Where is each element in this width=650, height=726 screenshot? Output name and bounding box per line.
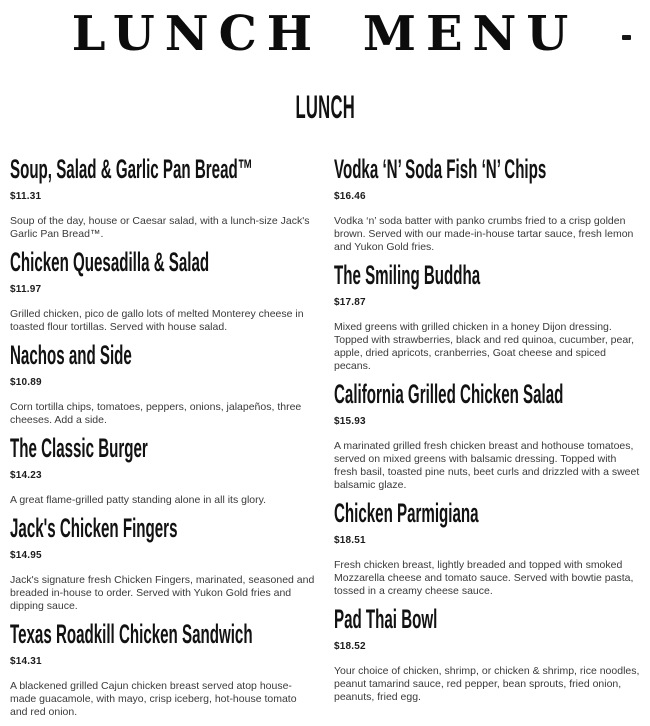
item-price: $15.93 (334, 416, 366, 427)
item-price: $18.51 (334, 535, 366, 546)
menu-item (334, 380, 640, 492)
item-name-text: Vodka ‘N’ Soda Fish ‘N’ Chips (334, 154, 547, 184)
item-name (10, 248, 316, 279)
menu-item (10, 248, 316, 334)
menu-item (10, 434, 316, 507)
item-description: Fresh chicken breast, lightly breaded and topped with smoked Mozzarella cheese and tomato sauce. Served with bowtie pasta, tossed in a creamy cheese sauce. (334, 559, 634, 597)
item-price: $11.31 (10, 191, 42, 202)
item-name (334, 261, 640, 292)
item-name (334, 605, 640, 636)
page-title: LUNCH MENU (71, 6, 579, 62)
item-name-text: Chicken Parmigiana (334, 498, 479, 528)
menu-item (334, 261, 640, 373)
item-name (10, 620, 316, 651)
column-left (10, 155, 316, 726)
item-name-text: The Classic Burger (10, 433, 148, 463)
menu-item (10, 155, 316, 241)
item-description: Your choice of chicken, shrimp, or chicken & shrimp, rice noodles, peanut tamarind sauce, red pepper, bean sprouts, fried onion, peanuts, fried egg. (334, 665, 640, 703)
section-heading (0, 89, 650, 129)
menu-item (10, 514, 316, 613)
menu-item (334, 155, 640, 254)
item-name (334, 380, 640, 411)
item-name-text: The Smiling Buddha (334, 260, 481, 290)
item-name-text: Chicken Quesadilla & Salad (10, 247, 210, 277)
item-description: Soup of the day, house or Caesar salad, with a lunch-size Jack's Garlic Pan Bread™. (10, 215, 310, 240)
item-description: A great flame-grilled patty standing alone in all its glory. (10, 494, 267, 506)
item-name (10, 341, 316, 372)
menu-item (10, 341, 316, 427)
item-description: A blackened grilled Cajun chicken breast served atop house-made guacamole, with mayo, crisp iceberg, hot-house tomato and red onion. (10, 680, 297, 718)
item-name (10, 434, 316, 465)
item-name (334, 155, 640, 186)
item-description: Mixed greens with grilled chicken in a honey Dijon dressing. Topped with strawberries, black and red quinoa, cucumber, pear, apple, dried apricots, cranberries, Goat cheese and spiced pecans. (334, 321, 635, 372)
item-name-text: Jack's Chicken Fingers (10, 513, 178, 543)
section-heading-text: LUNCH (295, 89, 355, 125)
menu-item (334, 605, 640, 704)
menu-item (334, 499, 640, 598)
item-description: Jack's signature fresh Chicken Fingers, marinated, seasoned and breaded in-house to order. Served with Yukon Gold fries and dipping sauce. (10, 574, 315, 612)
item-name (10, 514, 316, 545)
column-right (334, 155, 640, 726)
item-price: $14.31 (10, 656, 42, 667)
item-price: $14.95 (10, 550, 42, 561)
item-price: $14.23 (10, 470, 42, 481)
menu-columns (0, 155, 650, 726)
item-price: $10.89 (10, 377, 42, 388)
item-name (334, 499, 640, 530)
item-name-text: California Grilled Chicken Salad (334, 379, 564, 409)
item-price: $16.46 (334, 191, 366, 202)
menu-header (0, 0, 650, 129)
item-name (10, 155, 316, 186)
item-price: $11.97 (10, 284, 42, 295)
item-name-text: Pad Thai Bowl (334, 604, 438, 634)
item-name-text: Soup, Salad & Garlic Pan Bread™ (10, 154, 253, 184)
title-dash-mark (622, 35, 631, 40)
item-price: $17.87 (334, 297, 366, 308)
item-description: Grilled chicken, pico de gallo lots of melted Monterey cheese in toasted flour tortillas. Served with house salad. (10, 308, 304, 333)
item-description: A marinated grilled fresh chicken breast and hothouse tomatoes, served on mixed greens with balsamic dressing. Topped with fresh basil, toasted pine nuts, beet curls and drizzled with a sweet balsamic glaze. (334, 440, 640, 491)
item-name-text: Texas Roadkill Chicken Sandwich (10, 619, 253, 649)
menu-item (10, 620, 316, 719)
item-price: $18.52 (334, 641, 366, 652)
item-name-text: Nachos and Side (10, 340, 132, 370)
item-description: Corn tortilla chips, tomatoes, peppers, onions, jalapeños, three cheeses. Add a side. (10, 401, 302, 426)
item-description: Vodka ‘n’ soda batter with panko crumbs fried to a crisp golden brown. Served with our made-in-house tartar sauce, fresh lemon and Yukon Gold fries. (334, 215, 634, 253)
